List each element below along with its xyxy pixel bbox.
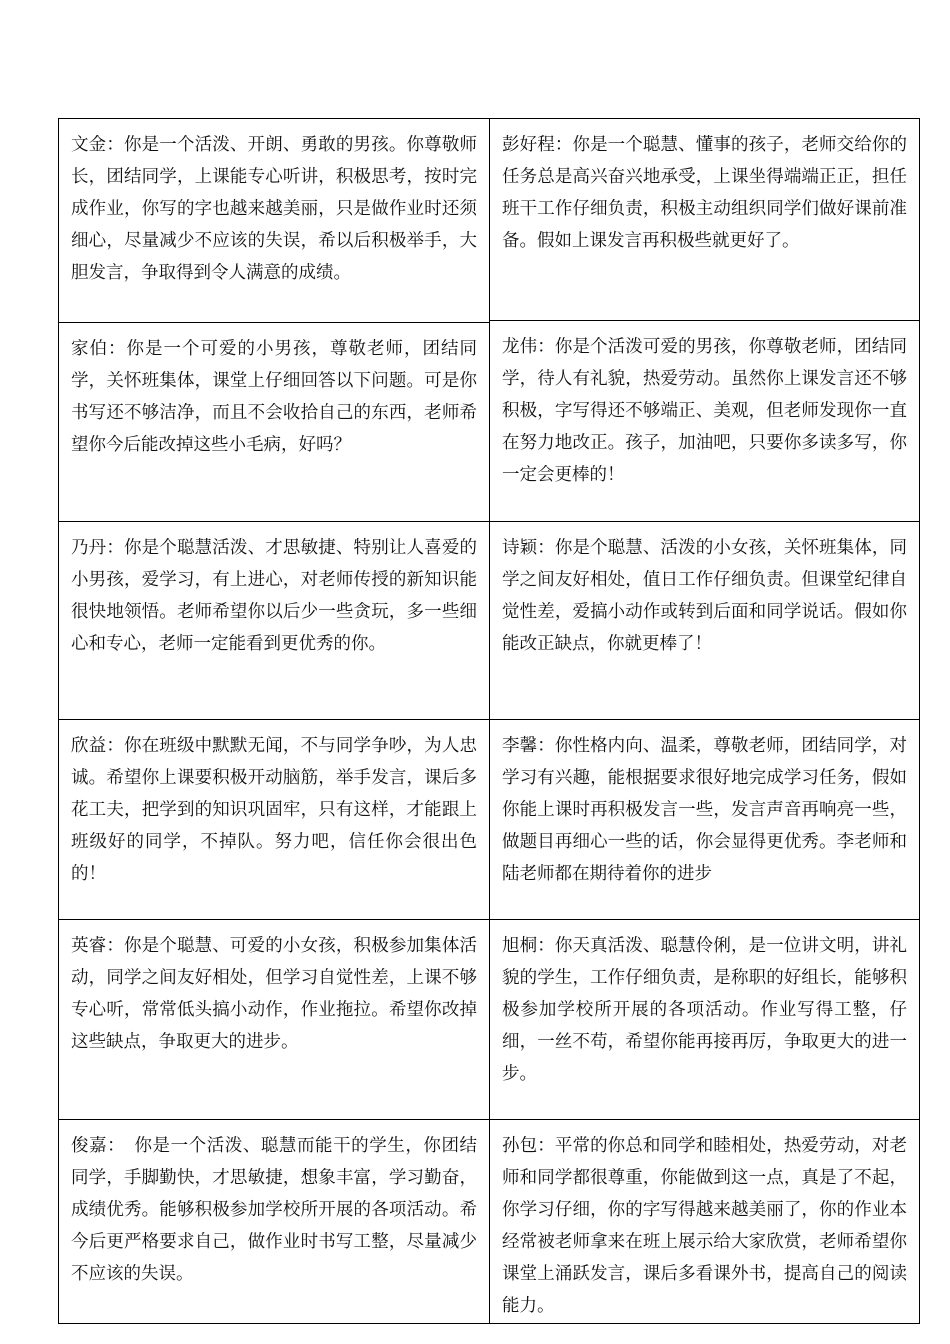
comment-cell-10: 旭桐：你天真活泼、聪慧伶俐，是一位讲文明，讲礼貌的学生，工作仔细负责，是称职的好组长，能够积极参加学校所开展的各项活动。作业写得工整，仔细，一丝不苟，希望你能再接再厉，争取更大的进一步。 [489,919,920,1120]
comment-cell-7: 欣益：你在班级中默默无闻，不与同学争吵，为人忠诚。希望你上课要积极开动脑筋，举手发言，课后多花工夫，把学到的知识巩固牢，只有这样，才能跟上班级好的同学，不掉队。努力吧，信任你会很出色的！ [58,719,490,920]
comment-cell-3: 家伯：你是一个可爱的小男孩，尊敬老师，团结同学，关怀班集体，课堂上仔细回答以下问题。可是你书写还不够洁净，而且不会收拾自己的东西，老师希望你今后能改掉这些小毛病，好吗？ [58,322,490,522]
comment-cell-11: 俊嘉： 你是一个活泼、聪慧而能干的学生，你团结同学，手脚勤快，才思敏捷，想象丰富，学习勤奋，成绩优秀。能够积极参加学校所开展的各项活动。希今后更严格要求自己，做作业时书写工整，尽量减少不应该的失误。 [58,1119,490,1324]
comment-cell-8: 李馨：你性格内向、温柔，尊敬老师，团结同学，对学习有兴趣，能根据要求很好地完成学习任务，假如你能上课时再积极发言一些，发言声音再响亮一些，做题目再细心一些的话，你会显得更优秀。李老师和陆老师都在期待着你的进步 [489,719,920,920]
comment-cell-9: 英睿：你是个聪慧、可爱的小女孩，积极参加集体活动，同学之间友好相处，但学习自觉性差，上课不够专心听，常常低头搞小动作，作业拖拉。希望你改掉这些缺点，争取更大的进步。 [58,919,490,1120]
comment-cell-5: 乃丹：你是个聪慧活泼、才思敏捷、特别让人喜爱的小男孩，爱学习，有上进心，对老师传授的新知识能很快地领悟。老师希望你以后少一些贪玩，多一些细心和专心，老师一定能看到更优秀的你。 [58,521,490,720]
comment-cell-6: 诗颖：你是个聪慧、活泼的小女孩，关怀班集体，同学之间友好相处，值日工作仔细负责。但课堂纪律自觉性差，爱搞小动作或转到后面和同学说话。假如你能改正缺点，你就更棒了！ [489,521,920,720]
comment-cell-4: 龙伟：你是个活泼可爱的男孩，你尊敬老师，团结同学，待人有礼貌，热爱劳动。虽然你上课发言还不够积极，字写得还不够端正、美观，但老师发现你一直在努力地改正。孩子，加油吧，只要你多读多写，你一定会更棒的！ [489,320,920,522]
comment-cell-12: 孙包：平常的你总和同学和睦相处，热爱劳动，对老师和同学都很尊重，你能做到这一点，真是了不起，你学习仔细，你的字写得越来越美丽了，你的作业本经常被老师拿来在班上展示给大家欣赏，老师希望你课堂上涌跃发言，课后多看课外书，提高自己的阅读能力。 [489,1119,920,1324]
comment-cell-1: 文金：你是一个活泼、开朗、勇敢的男孩。你尊敬师长，团结同学，上课能专心听讲，积极思考，按时完成作业，你写的字也越来越美丽，只是做作业时还须细心，尽量减少不应该的失误，希以后积极举手，大胆发言，争取得到令人满意的成绩。 [58,118,490,323]
comment-cell-2: 彭好程：你是一个聪慧、懂事的孩子，老师交给你的任务总是高兴奋兴地承受，上课坐得端端正正，担任班干工作仔细负责，积极主动组织同学们做好课前准备。假如上课发言再积极些就更好了。 [489,118,920,321]
